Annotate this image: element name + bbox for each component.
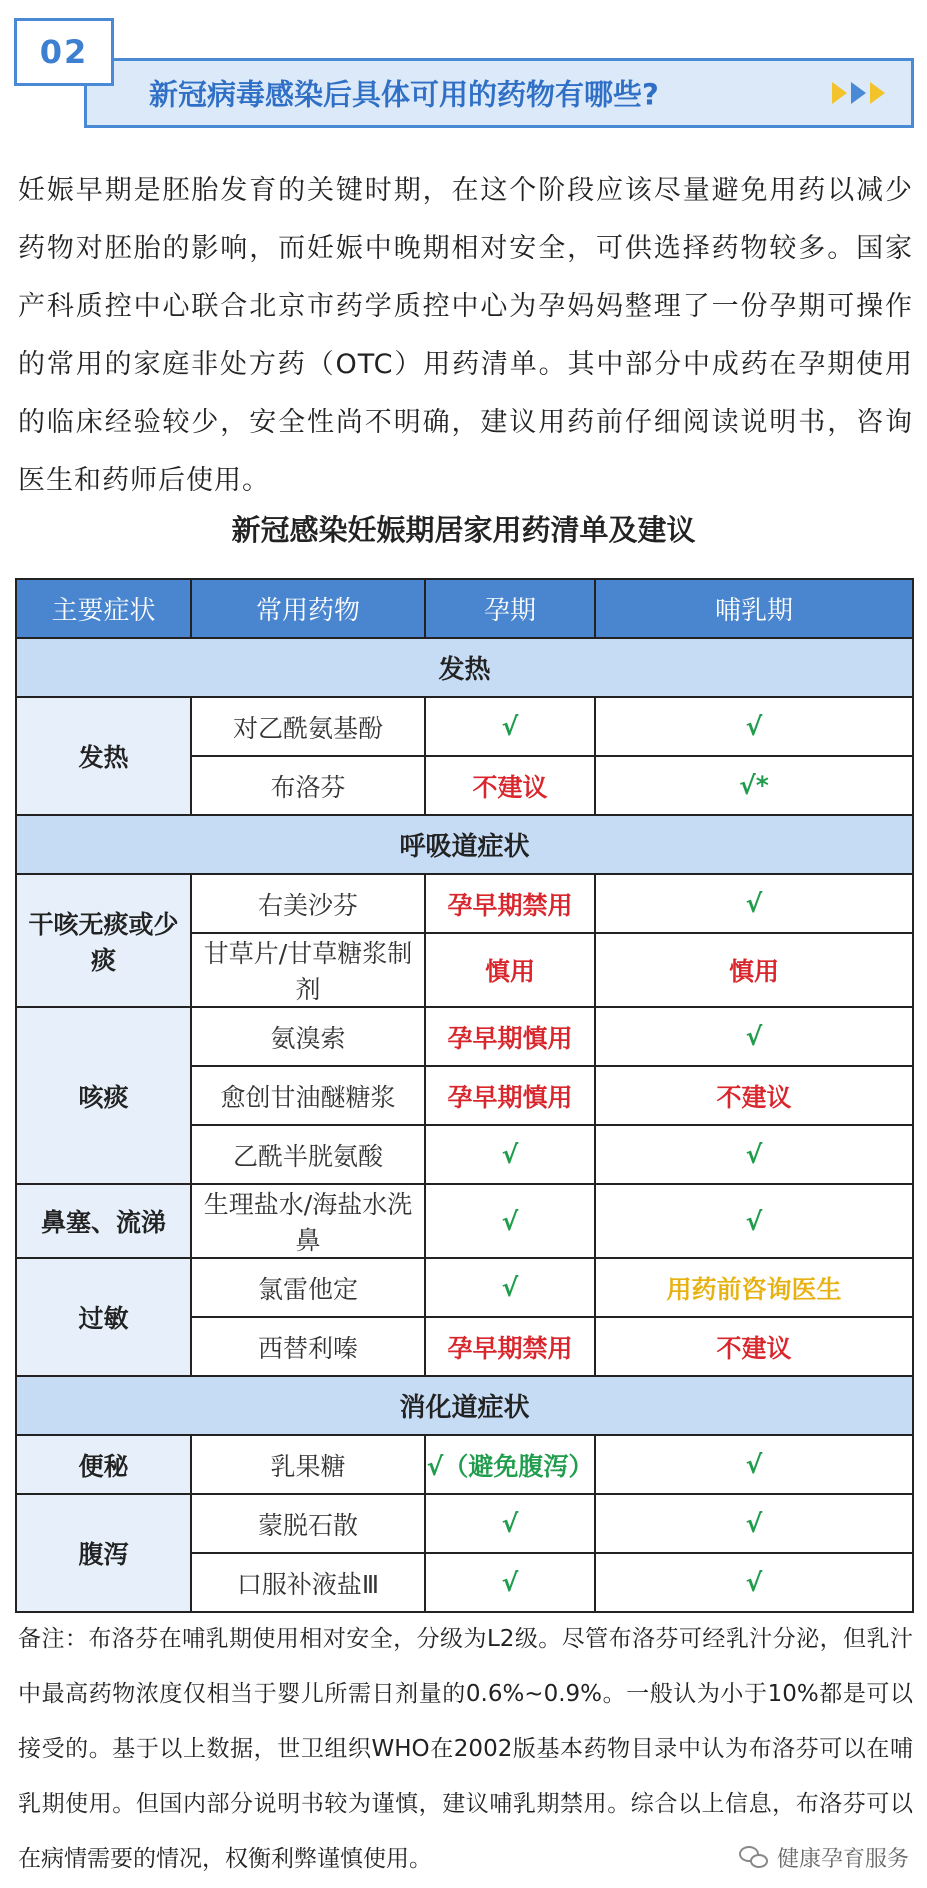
section-row [16,815,913,874]
drug-cell: 布洛芬 [191,756,425,815]
triple-arrow-icon [832,82,885,104]
pregnancy-cell: √ [425,1184,595,1258]
pregnancy-cell: 孕早期慎用 [425,1066,595,1125]
pregnancy-cell: 慎用 [425,933,595,1007]
watermark-text: 健康孕育服务 [776,1847,909,1872]
lactation-cell: √ [595,874,913,933]
section-row [16,1376,913,1435]
header-symptom: 主要症状 [16,579,191,638]
lactation-cell: √ [595,1125,913,1184]
lactation-cell: √ [595,1494,913,1553]
drug-cell: 西替利嗪 [191,1317,425,1376]
section-title: 新冠病毒感染后具体可用的药物有哪些? [149,77,659,112]
drug-cell: 蒙脱石散 [191,1494,425,1553]
header-lactation: 哺乳期 [595,579,913,638]
wechat-icon [739,1846,769,1870]
symptom-cell: 过敏 [16,1258,191,1376]
section-heading: 呼吸道症状 [16,815,913,874]
drug-cell: 口服补液盐Ⅲ [191,1553,425,1612]
lactation-cell: √ [595,697,913,756]
symptom-cell: 发热 [16,697,191,815]
symptom-cell: 鼻塞、流涕 [16,1184,191,1258]
drug-cell: 乙酰半胱氨酸 [191,1125,425,1184]
table-row [16,697,913,756]
header-pregnancy: 孕期 [425,579,595,638]
table-body [16,638,913,1612]
pregnancy-cell: 孕早期慎用 [425,1007,595,1066]
pregnancy-cell: √ [425,1553,595,1612]
table-row [16,874,913,933]
arrow-icon [851,82,866,104]
symptom-cell: 便秘 [16,1435,191,1494]
lactation-cell: √ [595,1184,913,1258]
table-row [16,1435,913,1494]
pregnancy-cell: √ [425,1258,595,1317]
symptom-cell: 咳痰 [16,1007,191,1184]
pregnancy-cell: 孕早期禁用 [425,874,595,933]
section-heading: 消化道症状 [16,1376,913,1435]
pregnancy-cell: √（避免腹泻） [425,1435,595,1494]
table-header-row [16,579,913,638]
lactation-cell: √ [595,1435,913,1494]
lactation-cell: √* [595,756,913,815]
medication-table [15,578,914,1613]
header-drug: 常用药物 [191,579,425,638]
pregnancy-cell: √ [425,1494,595,1553]
symptom-cell: 腹泻 [16,1494,191,1612]
section-header [14,18,914,128]
symptom-cell: 干咳无痰或少痰 [16,874,191,1007]
section-heading: 发热 [16,638,913,697]
lactation-cell: 不建议 [595,1066,913,1125]
drug-cell: 右美沙芬 [191,874,425,933]
lactation-cell: 用药前咨询医生 [595,1258,913,1317]
drug-cell: 氨溴索 [191,1007,425,1066]
pregnancy-cell: √ [425,697,595,756]
table-title: 新冠感染妊娠期居家用药清单及建议 [231,513,696,547]
drug-cell: 乳果糖 [191,1435,425,1494]
lactation-cell: 不建议 [595,1317,913,1376]
footnote: 备注：布洛芬在哺乳期使用相对安全，分级为L2级。尽管布洛芬可经乳汁分泌，但乳汁中最高药物浓度仅相当于婴儿所需日剂量的0.6%~0.9%。一般认为小于10%都是可以接受的。基于以上数据，世卫组织WHO在2002版基本药物目录中认为布洛芬可以在哺乳期使用。但国内部分说明书较为谨慎，建议哺乳期禁用。综合以上信息，布洛芬可以在病情需要的情况，权衡利弊谨慎使用。 [18,1626,913,1872]
table-row [16,1258,913,1317]
drug-cell: 对乙酰氨基酚 [191,697,425,756]
pregnancy-cell: 不建议 [425,756,595,815]
section-title-bar [84,58,914,128]
watermark [739,1842,909,1873]
lactation-cell: √ [595,1553,913,1612]
lactation-cell: √ [595,1007,913,1066]
arrow-icon [832,82,847,104]
section-row [16,638,913,697]
drug-cell: 愈创甘油醚糖浆 [191,1066,425,1125]
table-row [16,1184,913,1258]
table-row [16,1494,913,1553]
lactation-cell: 慎用 [595,933,913,1007]
drug-cell: 氯雷他定 [191,1258,425,1317]
drug-cell: 甘草片/甘草糖浆制剂 [191,933,425,1007]
pregnancy-cell: 孕早期禁用 [425,1317,595,1376]
intro-paragraph: 妊娠早期是胚胎发育的关键时期，在这个阶段应该尽量避免用药以减少药物对胚胎的影响，而妊娠中晚期相对安全，可供选择药物较多。国家产科质控中心联合北京市药学质控中心为孕妈妈整理了一份孕期可操作的常用的家庭非处方药（OTC）用药清单。其中部分中成药在孕期使用的临床经验较少，安全性尚不明确，建议用药前仔细阅读说明书，咨询医生和药师后使用。 [18,175,913,496]
table-row [16,1007,913,1066]
pregnancy-cell: √ [425,1125,595,1184]
arrow-icon [870,82,885,104]
drug-cell: 生理盐水/海盐水洗鼻 [191,1184,425,1258]
section-number: 02 [14,18,114,86]
